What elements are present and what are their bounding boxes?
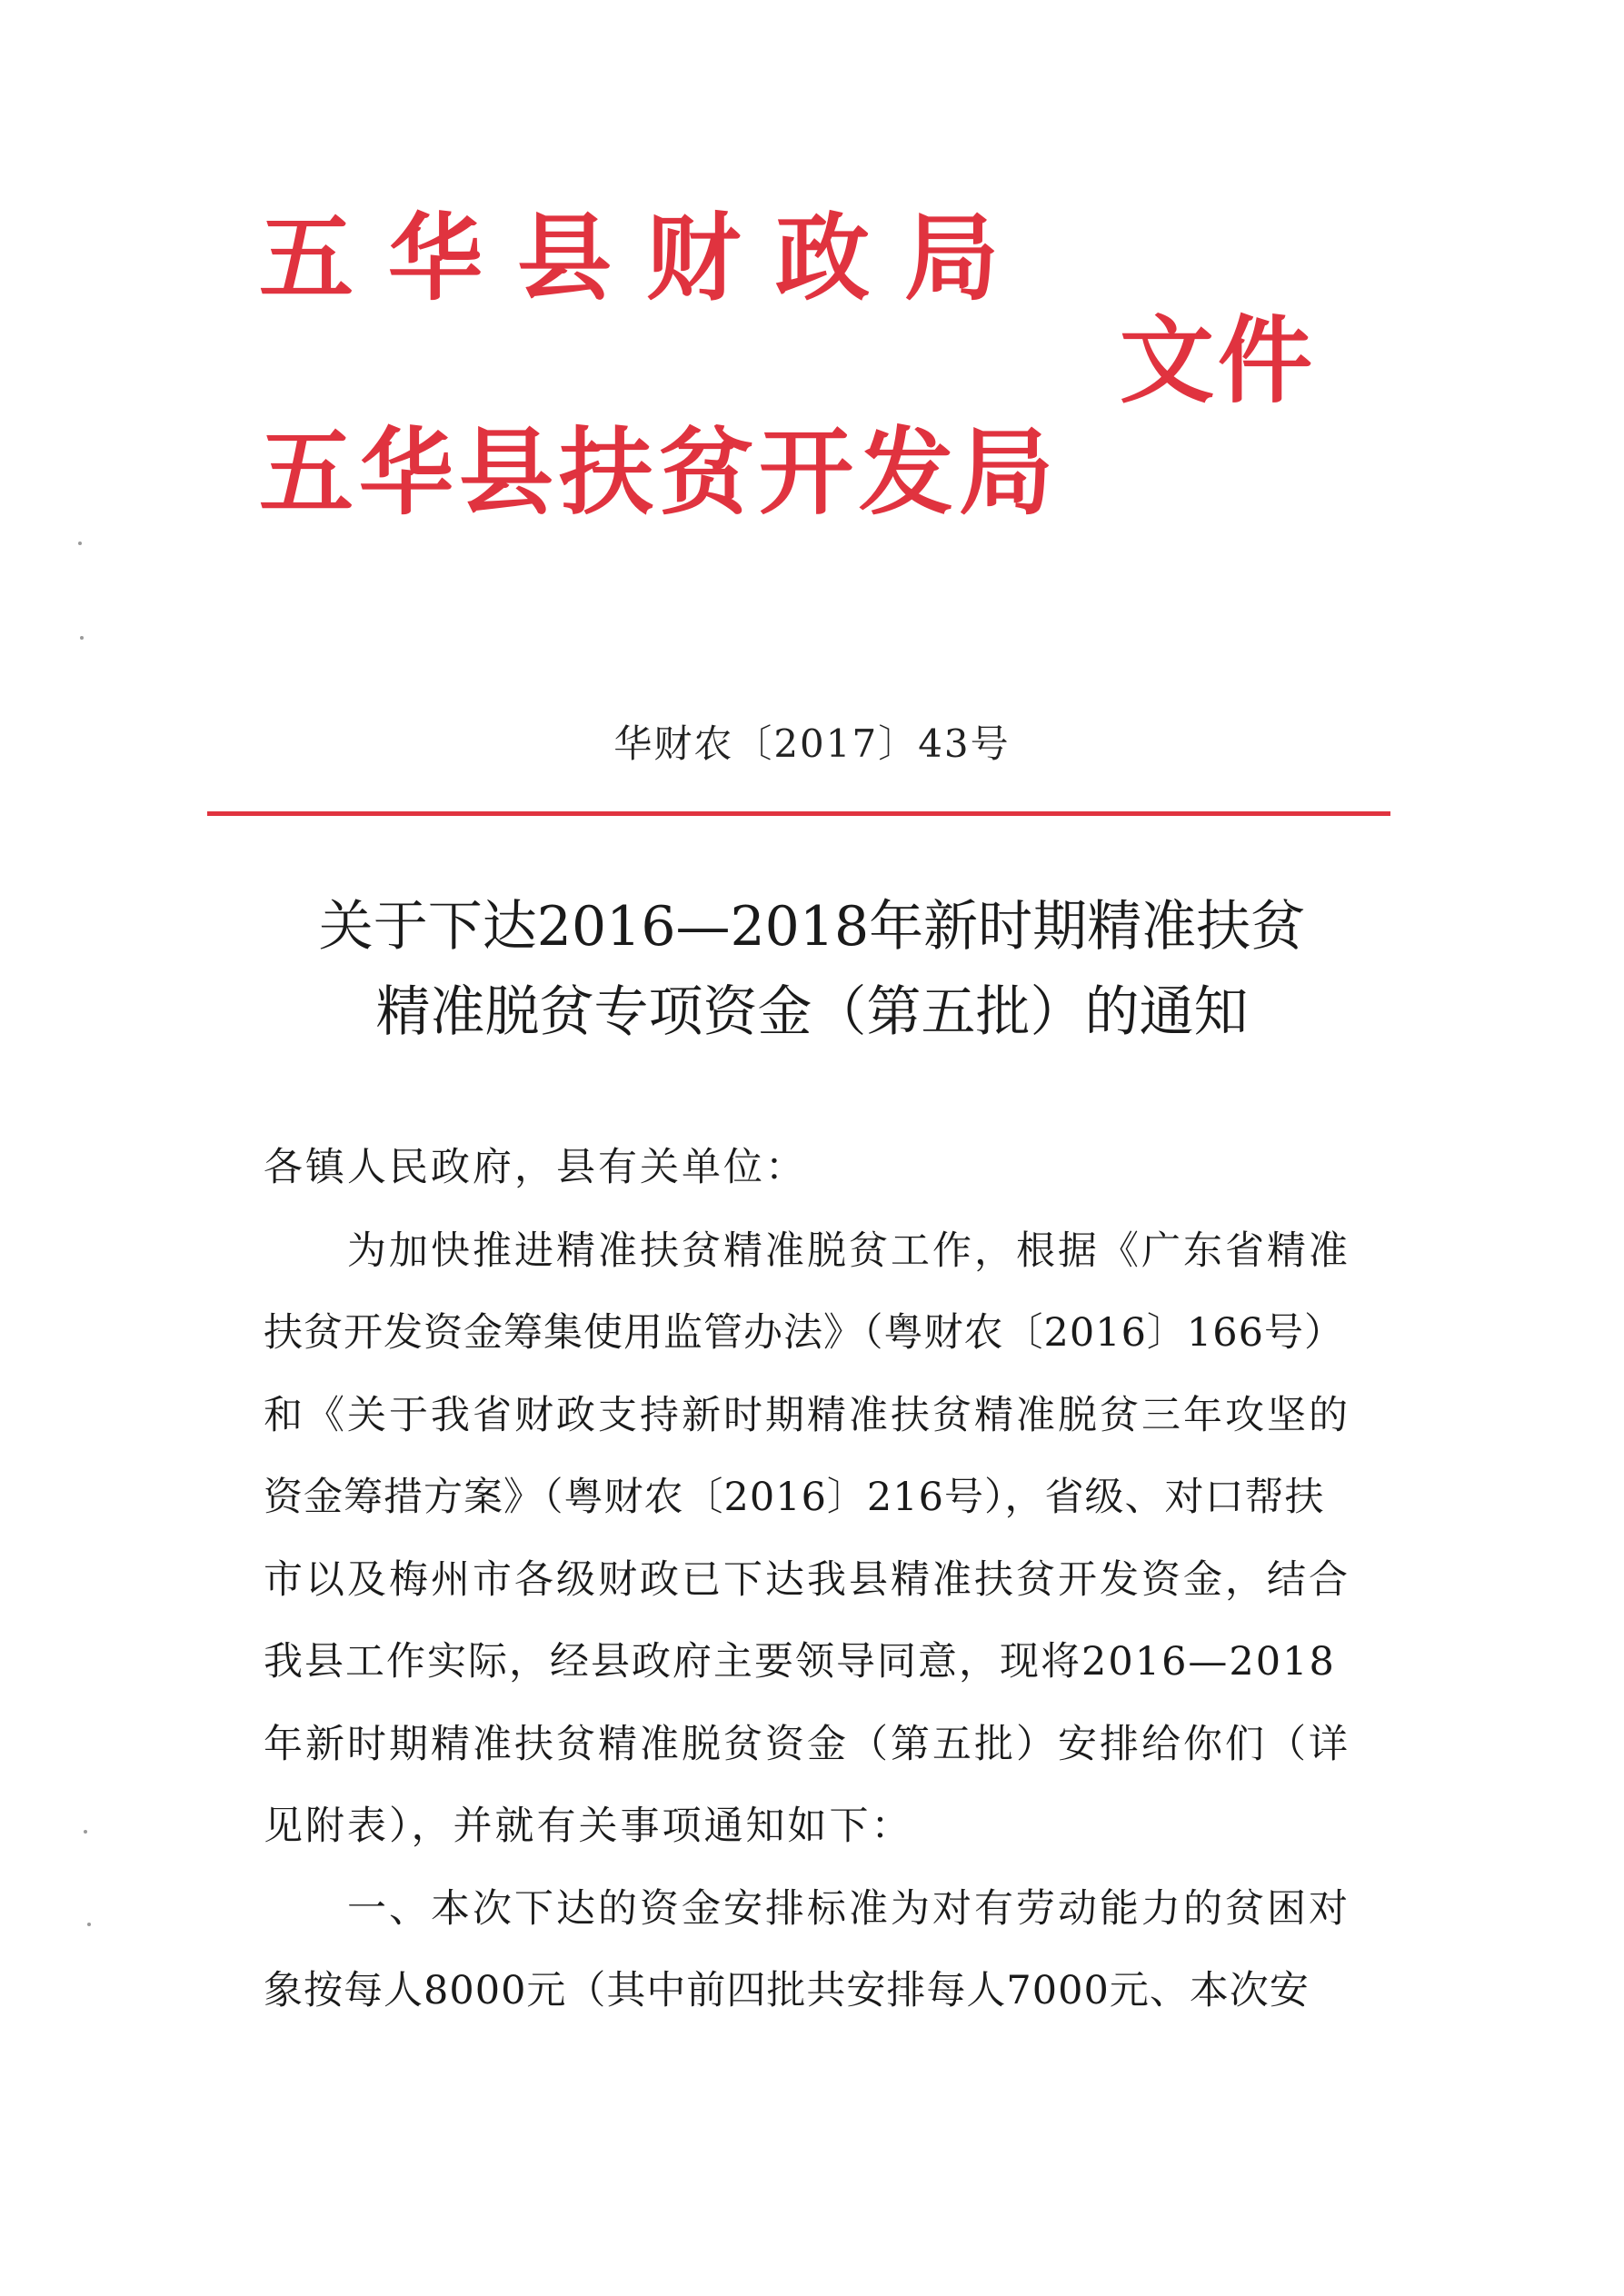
body-line: 扶贫开发资金筹集使用监管办法》（粤财农〔2016〕166号） xyxy=(264,1310,1345,1356)
scan-speck xyxy=(78,542,82,545)
body-line-section-one: 一、本次下达的资金安排标准为对有劳动能力的贫困对 xyxy=(347,1886,1350,1932)
header-org-finance-bureau: 五华县财政局 xyxy=(259,202,1034,313)
header-document-type: 文件 xyxy=(1120,304,1317,416)
salutation: 各镇人民政府，县有关单位： xyxy=(264,1145,807,1190)
body-line: 年新时期精准扶贫精准脱贫资金（第五批）安排给你们（详 xyxy=(264,1722,1350,1767)
body-line: 我县工作实际，经县政府主要领导同意，现将2016—2018 xyxy=(264,1639,1336,1685)
document-title-line-1: 关于下达2016—2018年新时期精准扶贫 xyxy=(318,895,1306,959)
body-line: 为加快推进精准扶贫精准脱贫工作，根据《广东省精准 xyxy=(347,1228,1350,1274)
document-title-line-2: 精准脱贫专项资金（第五批）的通知 xyxy=(375,980,1249,1044)
body-line: 市以及梅州市各级财政已下达我县精准扶贫开发资金，结合 xyxy=(264,1557,1350,1603)
document-number: 华财农〔2017〕43号 xyxy=(613,721,1011,766)
body-line: 和《关于我省财政支持新时期精准扶贫精准脱贫三年攻坚的 xyxy=(264,1393,1350,1438)
header-org-poverty-bureau: 五华县扶贫开发局 xyxy=(259,416,1060,528)
body-line: 见附表），并就有关事项通知如下： xyxy=(264,1804,913,1849)
scan-speck xyxy=(87,1923,91,1926)
scan-speck xyxy=(84,1830,87,1834)
body-line: 资金筹措方案》（粤财农〔2016〕216号），省级、对口帮扶 xyxy=(264,1475,1325,1520)
red-divider-line xyxy=(207,811,1390,816)
body-line: 象按每人8000元（其中前四批共安排每人7000元、本次安 xyxy=(264,1968,1310,2013)
scan-speck xyxy=(80,636,84,640)
